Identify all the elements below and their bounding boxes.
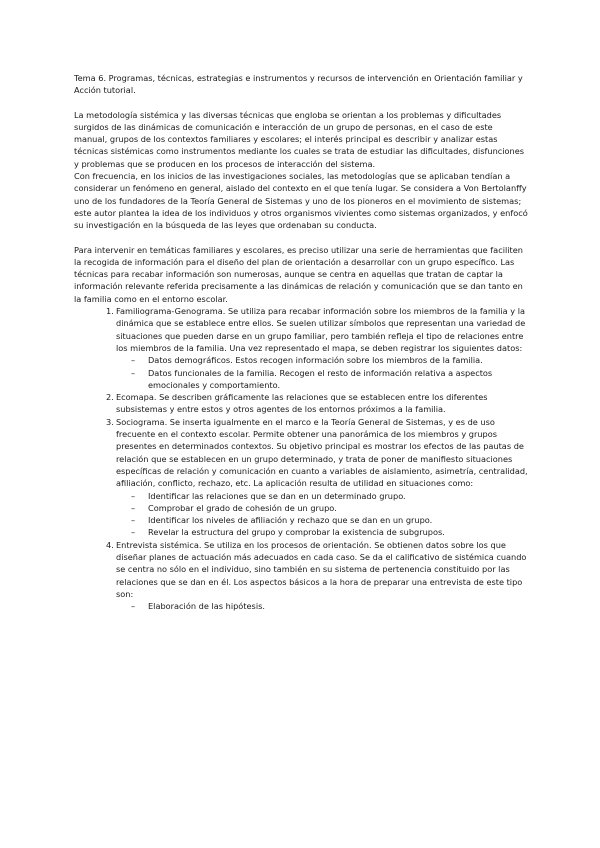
- dash-bullet: –: [131, 355, 136, 366]
- sub-item: [74, 514, 528, 526]
- sub-item-text: Identificar los niveles de afiliación y rechazo que se dan en un grupo.: [148, 515, 433, 526]
- paragraph: Con frecuencia, en los inicios de las investigaciones sociales, las metodologías que se aplicaban tendían a considerar un fenómeno en general, aislado del contexto en el que tenía lugar. Se considera a Von Bertolanffy uno de los fundadores de la Teoría General de Sistemas y uno de los pioneros en el movimiento de sistemas; este autor plantea la idea de los individuos y otros organismos vivientes como sistemas organizados, y enfocó su investigación en la búsqueda de las leyes que ordenaban su conducta.: [74, 171, 528, 231]
- list-item-text: Entrevista sistémica. Se utiliza en los procesos de orientación. Se obtienen datos sobre los que diseñar planes de actuación más adecuados en cada caso. Se da el calificativo de sistémica cuando se centra no sólo en el individuo, sino también en su sistema de pertenencia constituido por las relaciones que se dan en él. Los aspectos básicos a la hora de preparar una entrevista de este tipo son:: [116, 539, 527, 599]
- list-item: [74, 416, 528, 490]
- dash-bullet: –: [131, 502, 136, 513]
- sub-item: [74, 354, 528, 366]
- list-item: [74, 305, 528, 354]
- sub-item-text: Datos funcionales de la familia. Recogen el resto de información relativa a aspectos emocionales y comportamiento.: [148, 367, 493, 390]
- list-number: 3.: [106, 416, 114, 427]
- technique-list: [74, 305, 528, 612]
- dash-bullet: –: [131, 601, 136, 612]
- list-item: [74, 539, 528, 600]
- sub-item: [74, 502, 528, 514]
- sub-item: [74, 490, 528, 502]
- dash-bullet: –: [131, 367, 136, 378]
- dash-bullet: –: [131, 490, 136, 501]
- paragraph: Para intervenir en temáticas familiares y escolares, es preciso utilizar una serie de herramientas que faciliten la recogida de información para el diseño del plan de orientación a desarrollar con un grupo específico. Las técnicas para recabar información son numerosas, aunque se centra en aquellas que tratan de captar la información relevante referida precisamente a las dinámicas de relación y comunicación que se dan tanto en la familia como en el entorno escolar.: [74, 244, 523, 304]
- sub-item-text: Comprobar el grado de cohesión de un grupo.: [148, 502, 337, 513]
- dash-bullet: –: [131, 515, 136, 526]
- dash-bullet: –: [131, 527, 136, 538]
- sub-item: [74, 367, 528, 392]
- sub-item-text: Elaboración de las hipótesis.: [148, 601, 265, 612]
- list-number: 1.: [106, 306, 114, 317]
- document-title: Tema 6. Programas, técnicas, estrategias e instrumentos y recursos de intervención en Orientación familiar y Acción tutorial.: [74, 73, 523, 96]
- list-item-text: Sociograma. Se inserta igualmente en el marco e la Teoría General de Sistemas, y es de uso frecuente en el contexto escolar. Permite obtener una panorámica de los miembros y grupos presentes en determinados contextos. Su objetivo principal es mostrar los efectos de las pautas de relación que se establecen en un grupo determinado, y trata de poner de manifiesto situaciones específicas de relación y comunicación en cuanto a variables de aislamiento, asimetría, centralidad, afiliación, conflicto, rechazo, etc. La aplicación resulta de utilidad en situaciones como:: [116, 416, 528, 489]
- list-item: [74, 391, 528, 416]
- list-item-text: Ecomapa. Se describen gráficamente las relaciones que se establecen entre los diferentes subsistemas y entre estos y otros agentes de los entornos próximos a la familia.: [116, 392, 488, 415]
- sub-item: [74, 526, 528, 538]
- paragraph: La metodología sistémica y las diversas técnicas que engloba se orientan a los problemas y dificultades surgidos de las dinámicas de comunicación e interacción de un grupo de personas, en el caso de este manual, grupos de los contextos familiares y escolares; el interés principal es describir y analizar estas técnicas sistémicas como instrumentos mediante los cuales se trata de estudiar las dificultades, disfunciones y problemas que se producen en los procesos de interacción del sistema.: [74, 109, 525, 169]
- paragraph-gap: [74, 232, 528, 244]
- sub-item-text: Identificar las relaciones que se dan en un determinado grupo.: [148, 490, 406, 501]
- list-item-text: Familiograma-Genograma. Se utiliza para recabar información sobre los miembros de la familia y la dinámica que se establece entre ellos. Se suelen utilizar símbolos que representan una variedad de situaciones que pueden darse en un grupo familiar, pero también refleja el tipo de relaciones entre los miembros de la familia. Una vez representado el mapa, se deben registrar los siguientes datos:: [116, 306, 526, 353]
- sub-item: [74, 600, 528, 612]
- list-number: 4.: [106, 539, 114, 550]
- sub-item-text: Revelar la estructura del grupo y comprobar la existencia de subgrupos.: [148, 527, 445, 538]
- list-number: 2.: [106, 392, 114, 403]
- sub-item-text: Datos demográficos. Estos recogen información sobre los miembros de la familia.: [148, 355, 483, 366]
